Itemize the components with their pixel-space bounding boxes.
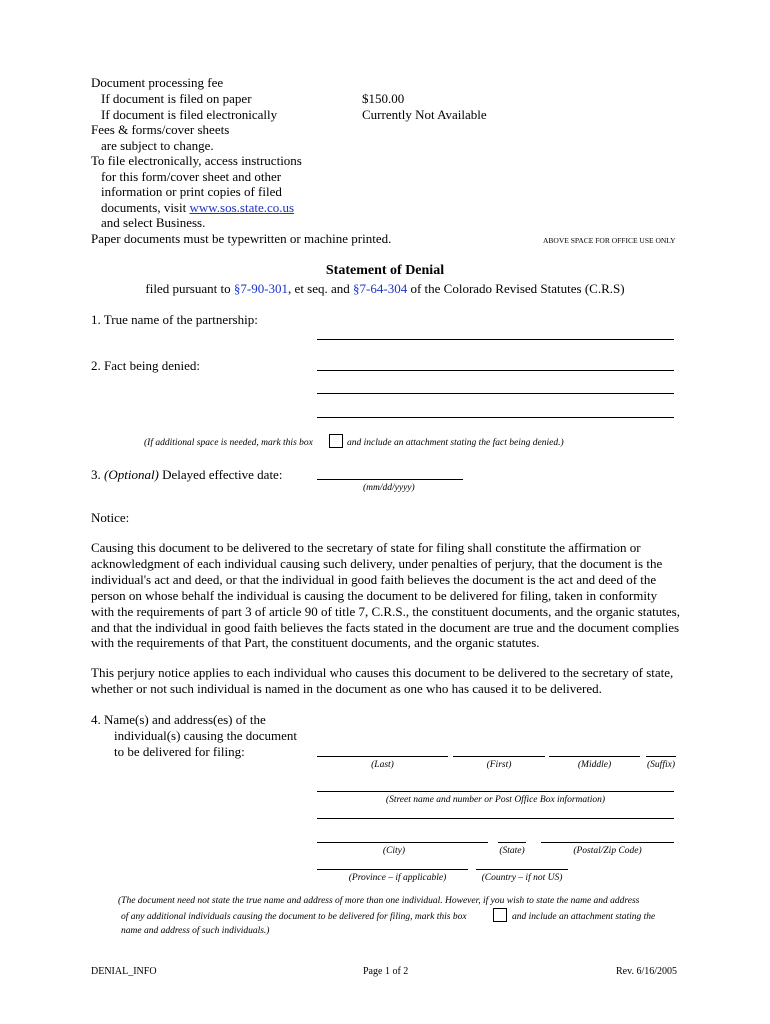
zip-label: (Postal/Zip Code) [573, 846, 642, 856]
fee-title: Document processing fee [91, 75, 224, 90]
sos-website-link[interactable]: www.sos.state.co.us [189, 200, 295, 215]
q3-prefix: 3. [91, 467, 104, 482]
fees-line2: are subject to change. [101, 138, 214, 153]
q2-note-prefix: (If additional space is needed, mark this box [144, 438, 313, 448]
fact-denied-field-1[interactable] [317, 370, 674, 371]
last-name-field[interactable] [317, 756, 448, 757]
fee-electronic-value: Currently Not Available [362, 107, 487, 122]
country-field[interactable] [476, 869, 568, 870]
fees-line1: Fees & forms/cover sheets [91, 122, 230, 137]
q4-line1: 4. Name(s) and address(es) of the [91, 712, 266, 727]
state-field[interactable] [498, 842, 526, 843]
fee-electronic-label: If document is filed electronically [101, 107, 278, 122]
attachment-checkbox-fact[interactable] [329, 434, 343, 448]
subtitle-suffix: of the Colorado Revised Statutes (C.R.S) [407, 281, 625, 296]
q4-line3: to be delivered for filing: [114, 744, 245, 759]
efile-line3: information or print copies of filed [101, 184, 282, 199]
fact-denied-field-3[interactable] [317, 417, 674, 418]
attachment-checkbox-individuals[interactable] [493, 908, 507, 922]
efile-line2: for this form/cover sheet and other [101, 169, 282, 184]
paper-note: Paper documents must be typewritten or machine printed. [91, 231, 392, 246]
first-name-field[interactable] [453, 756, 545, 757]
q4-note-line2-suffix: and include an attachment stating the [512, 912, 656, 922]
q3-text: Delayed effective date: [158, 467, 283, 482]
footer-page-number: Page 1 of 2 [363, 966, 409, 977]
middle-name-field[interactable] [549, 756, 640, 757]
efile-line4-prefix: documents, visit [101, 200, 190, 215]
province-field[interactable] [317, 869, 468, 870]
street-field[interactable] [317, 791, 674, 792]
zip-field[interactable] [541, 842, 674, 843]
state-label: (State) [499, 846, 525, 856]
footer-form-id: DENIAL_INFO [91, 966, 157, 977]
q4-note-line1: (The document need not state the true name and address of more than one individual. However, if you wish to state the name and address [118, 896, 640, 906]
province-label: (Province – if applicable) [348, 873, 447, 883]
page-subtitle [0, 281, 770, 297]
efile-line1: To file electronically, access instructions [91, 153, 302, 168]
q3-label [91, 467, 282, 483]
q3-optional: (Optional) [104, 467, 159, 482]
country-label: (Country – if not US) [481, 873, 563, 883]
efile-line5: and select Business. [101, 215, 206, 230]
fee-paper-label: If document is filed on paper [101, 91, 252, 106]
subtitle-middle: , et seq. and [288, 281, 354, 296]
q1-label: 1. True name of the partnership: [91, 312, 258, 327]
q2-note-suffix: and include an attachment stating the fact being denied.) [347, 438, 564, 448]
statute-link-7-64-304[interactable]: §7-64-304 [353, 281, 408, 296]
suffix-field[interactable] [646, 756, 676, 757]
statute-link-7-90-301[interactable]: §7-90-301 [233, 281, 289, 296]
street-label: (Street name and number or Post Office Box information) [385, 795, 606, 805]
first-label: (First) [486, 760, 512, 770]
effective-date-field[interactable] [317, 479, 463, 480]
footer-revision: Rev. 6/16/2005 [616, 966, 678, 977]
suffix-label: (Suffix) [647, 760, 675, 770]
office-use-label: ABOVE SPACE FOR OFFICE USE ONLY [543, 236, 676, 245]
fee-paper-value: $150.00 [362, 91, 405, 106]
page-title: Statement of Denial [325, 263, 445, 278]
q4-line2: individual(s) causing the document [114, 728, 298, 743]
q4-note-line3: name and address of such individuals.) [121, 926, 270, 936]
notice-paragraph-2: This perjury notice applies to each individual who causes this document to be delivered to the secretary of state, whether or not such individual is named in the document as one who has caused it to be delivered. [91, 665, 674, 696]
last-label: (Last) [371, 760, 394, 770]
efile-line4 [101, 200, 294, 216]
middle-label: (Middle) [577, 760, 612, 770]
q4-note-line2-prefix: of any additional individuals causing the document to be delivered for filing, mark this box [121, 912, 467, 922]
notice-heading: Notice: [91, 510, 130, 525]
q2-label: 2. Fact being denied: [91, 358, 201, 373]
city-label: (City) [382, 846, 406, 856]
street-field-2[interactable] [317, 818, 674, 819]
subtitle-prefix: filed pursuant to [145, 281, 234, 296]
notice-paragraph-1: Causing this document to be delivered to the secretary of state for filing shall constitute the affirmation or acknowledgment of each individual causing such delivery, under penalties of perjury, that the document is the individual's act and deed, or that the individual in good faith believes the document is the act and deed of the person on whose behalf the individual is causing the document to be delivered for filing, taken in conformity with the requirements of part 3 of article 90 of title 7, C.R.S., the constituent documents, and the organic statutes, and that the individual in good faith believes the facts stated in the document are true and the document complies with the requirements of that Part, the constituent documents, and the organic statutes. [91, 540, 680, 651]
city-field[interactable] [317, 842, 488, 843]
date-format-hint: (mm/dd/yyyy) [363, 483, 415, 493]
fact-denied-field-2[interactable] [317, 393, 674, 394]
partnership-name-field[interactable] [317, 339, 674, 340]
